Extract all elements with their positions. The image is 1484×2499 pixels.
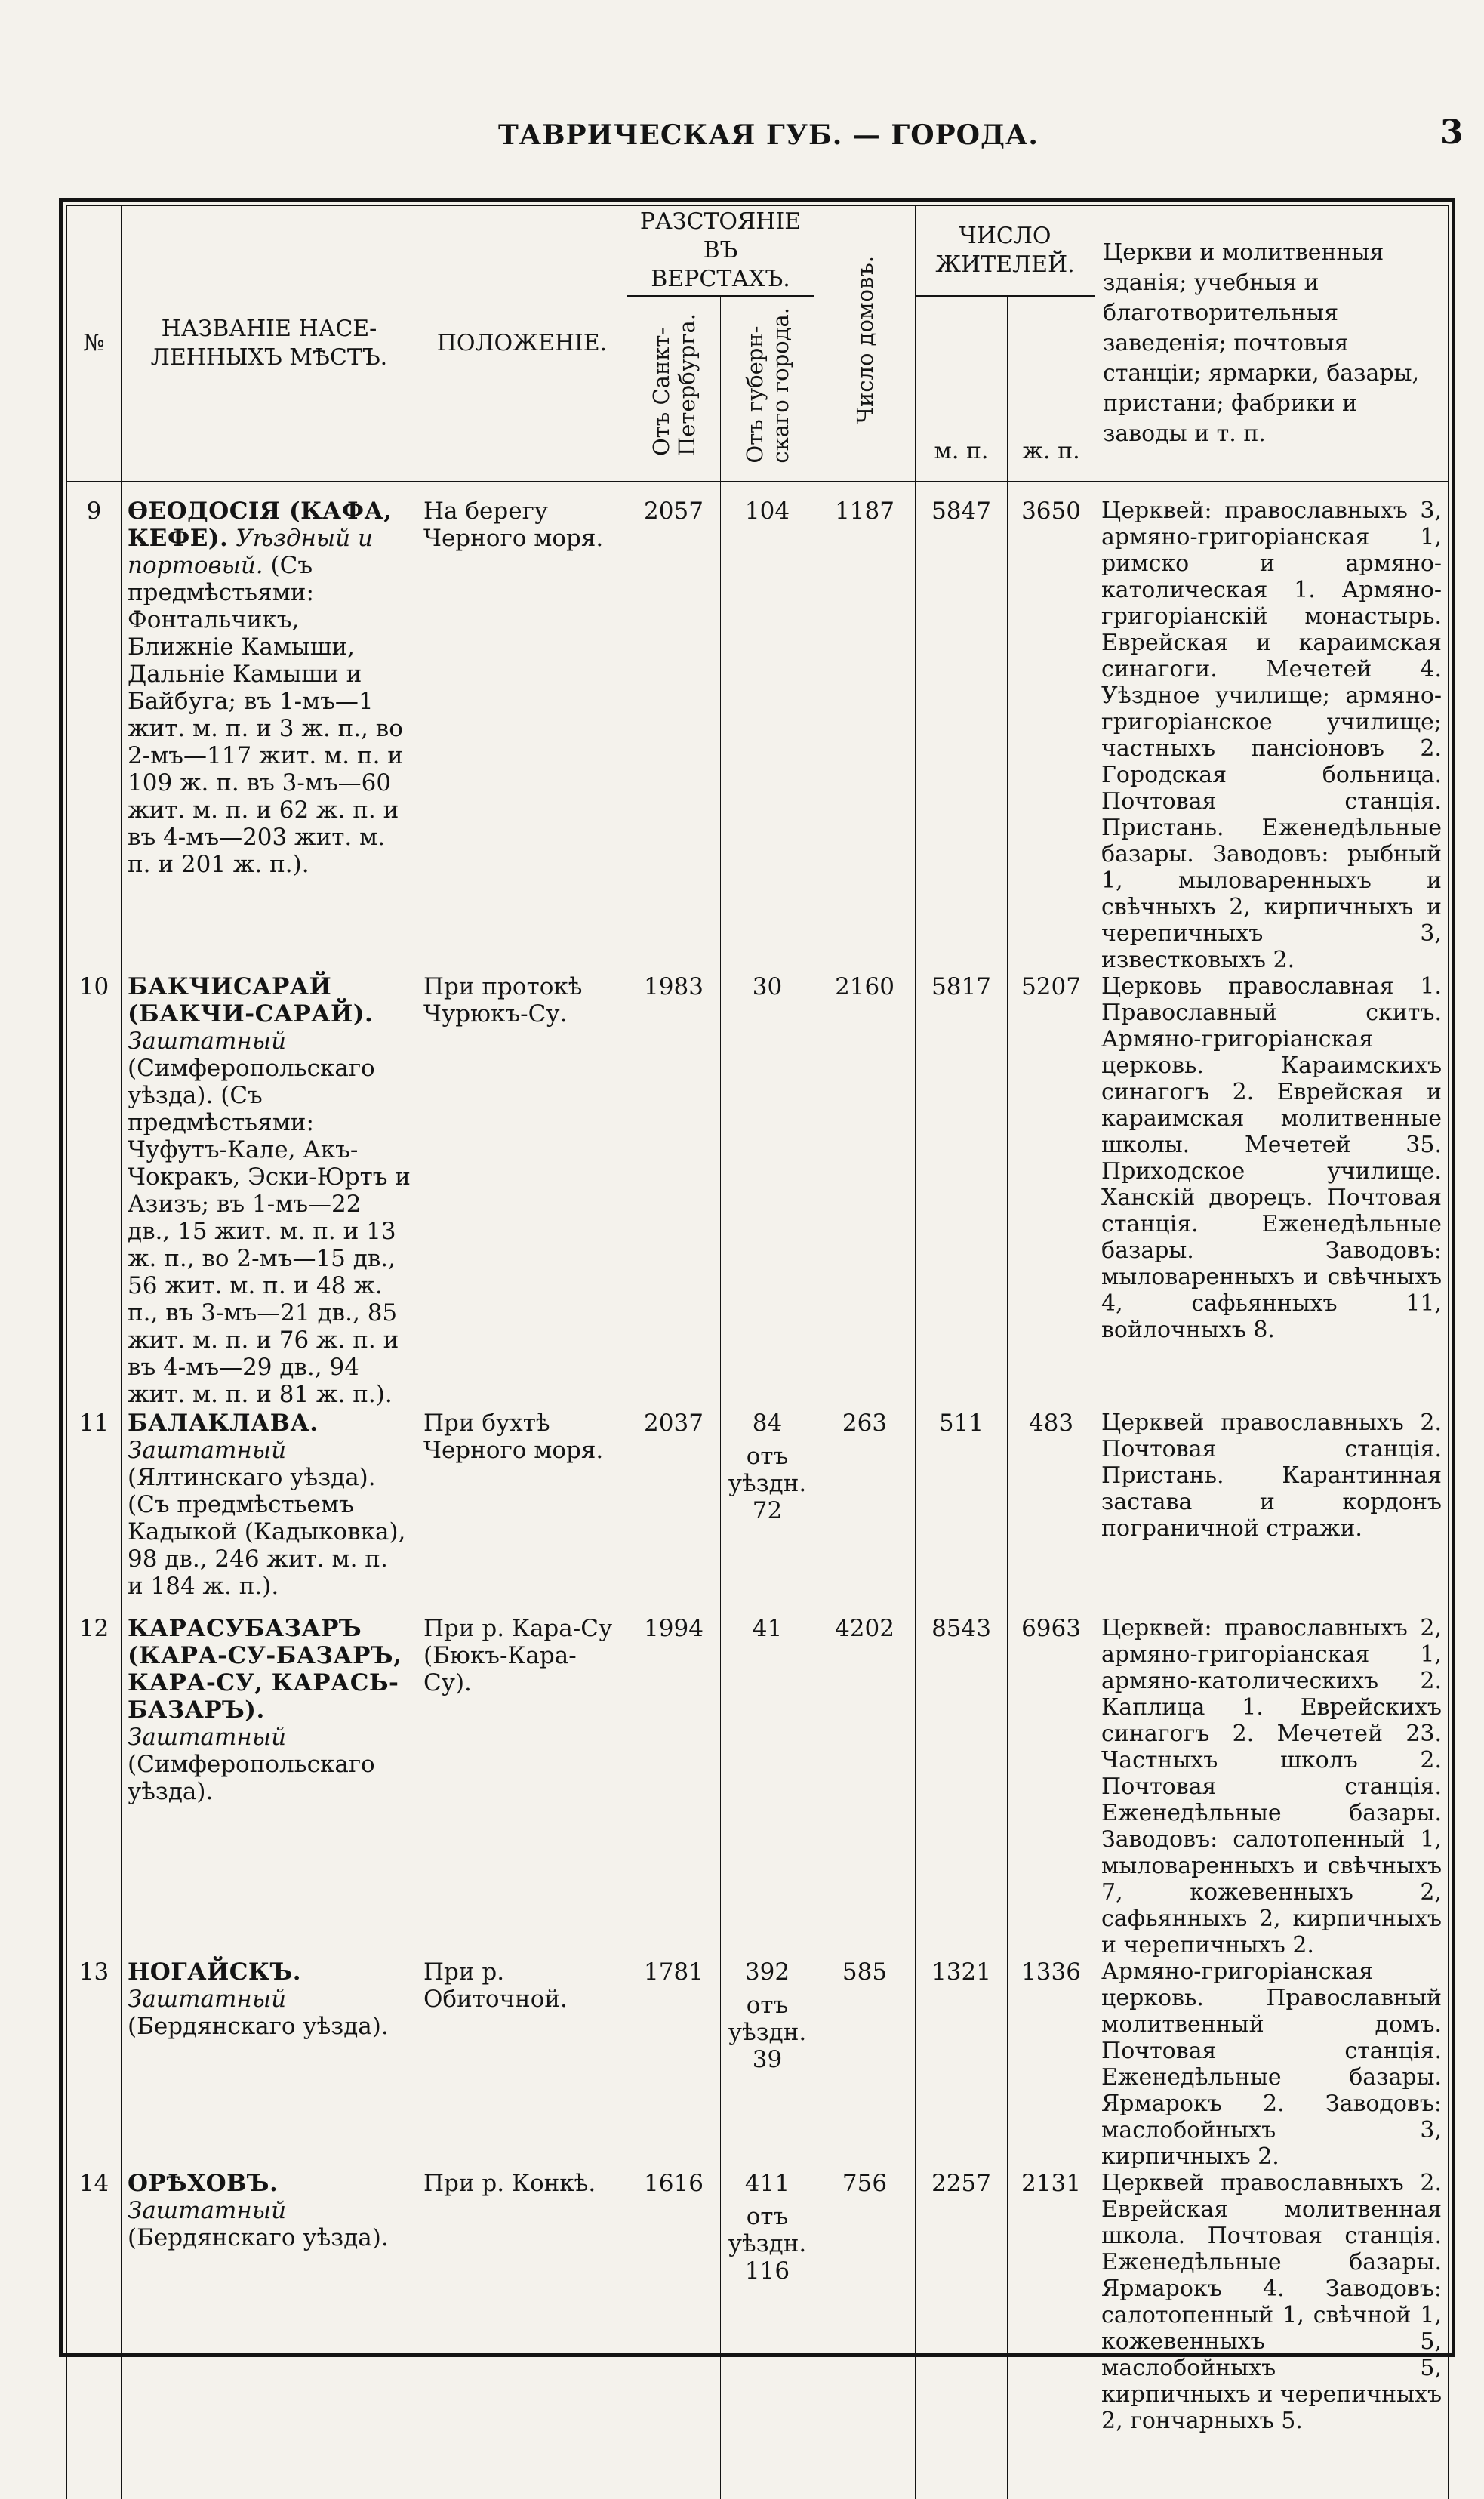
distance-gub-cell (721, 1410, 814, 1615)
settlement-name-cell (122, 498, 417, 973)
distance-gub: 411 (744, 2170, 790, 2197)
settlement-name: ОРѢХОВЪ. (128, 2170, 279, 2197)
row-number: 10 (67, 973, 122, 1410)
position: На берегу Черного моря. (417, 498, 627, 973)
distance-spb: 1983 (627, 973, 721, 1410)
col-header-dist-spb: Отъ Санкт- Петербурга. (627, 296, 721, 482)
male: 5817 (916, 973, 1008, 1410)
position: При протокѣ Чурюкъ-Су. (417, 973, 627, 1410)
table-row (67, 1958, 1449, 2170)
distance-gub-cell (721, 1615, 814, 1958)
gazetteer-table (66, 205, 1449, 2499)
distance-gub: 30 (752, 973, 783, 1000)
distance-uezd-note: отъ уѣздн. 72 (728, 1443, 807, 1524)
male: 8543 (916, 1615, 1008, 1958)
col-header-inhabitants: ЧИСЛО ЖИТЕЛЕЙ. (916, 206, 1095, 297)
row-number: 9 (67, 498, 122, 973)
table-row (67, 973, 1449, 1410)
settlement-name: БАКЧИСАРАЙ (БАКЧИ-САРАЙ). (128, 973, 374, 1028)
female: 1336 (1008, 1958, 1095, 2170)
settlement-name-cell (122, 2170, 417, 2499)
distance-gub: 392 (744, 1958, 790, 1986)
settlement-name-cell (122, 973, 417, 1410)
female: 483 (1008, 1410, 1095, 1615)
col-header-male: м. п. (916, 296, 1008, 482)
houses: 1187 (814, 498, 916, 973)
settlement-status-rest: (Симферопольскаго уѣзда). (128, 1055, 375, 1109)
row-number: 13 (67, 1958, 122, 2170)
houses: 756 (814, 2170, 916, 2499)
col-header-distance: РАЗСТОЯНІЕ ВЪ ВЕРСТАХЪ. (627, 206, 814, 297)
page-number: 3 (1440, 113, 1464, 152)
settlement-name: ѲЕОДОСІЯ (КАФА, КЕФЕ). (128, 498, 393, 552)
female: 6963 (1008, 1615, 1095, 1958)
male: 1321 (916, 1958, 1008, 2170)
description: Церквей: православныхъ 3, армяно-григоріанская 1, римско и армяно-католическая 1. Армяно-григоріанскій монастырь. Еврейская и караимская синагоги. Мечетей 4. Уѣздное училище; армяно-григоріанское училище; частныхъ пансіоновъ 2. Городская больница. Почтовая станція. Пристань. Еженедѣльные базары. Заводовъ: рыбный 1, мыловаренныхъ и свѣчныхъ 2, кирпичныхъ и черепичныхъ 3, известковыхъ 2. (1095, 498, 1449, 973)
col-header-houses: Число домовъ. (814, 206, 916, 482)
position: При р. Обиточной. (417, 1958, 627, 2170)
distance-spb: 1781 (627, 1958, 721, 2170)
settlement-status: Заштатный (128, 1437, 287, 1464)
settlement-status-rest: (Симферопольскаго уѣзда). (128, 1751, 375, 1805)
table-row (67, 1615, 1449, 1958)
row-number: 11 (67, 1410, 122, 1615)
description: Церквей православныхъ 2. Почтовая станція. Пристань. Карантинная застава и кордонъ пограничной стражи. (1095, 1410, 1449, 1615)
settlement-note: (Съ предмѣстьемъ Кадыкой (Кадыковка), 98 дв., 246 жит. м. п. и 184 ж. п.). (128, 1491, 406, 1600)
distance-gub: 84 (752, 1410, 783, 1437)
distance-gub: 104 (744, 498, 790, 525)
description: Армяно-григоріанская церковь. Православный молитвенный домъ. Почтовая станція. Еженедѣльные базары. Ярмарокъ 2. Заводовъ: маслобойныхъ 3, кирпичныхъ 2. (1095, 1958, 1449, 2170)
female: 5207 (1008, 973, 1095, 1410)
settlement-note: (Съ предмѣстьями: Чуфутъ-Кале, Акъ-Чокракъ, Эски-Юртъ и Азизъ; въ 1-мъ—22 дв., 15 жит. м. п. и 13 ж. п., во 2-мъ—15 дв., 56 жит. м. п. и 48 ж. п., въ 3-мъ—21 дв., 85 жит. м. п. и 76 ж. п. и въ 4-мъ—29 дв., 94 жит. м. п. и 81 ж. п.). (128, 1082, 411, 1408)
col-header-dist-gub: Отъ губерн- скаго города. (721, 296, 814, 482)
female: 3650 (1008, 498, 1095, 973)
page-title: ТАВРИЧЕСКАЯ ГУБ. — ГОРОДА. (498, 119, 1039, 151)
settlement-name: НОГАЙСКЪ. (128, 1958, 302, 1986)
distance-spb: 1994 (627, 1615, 721, 1958)
settlement-name: БАЛАКЛАВА. (128, 1410, 319, 1437)
table-row (67, 498, 1449, 973)
settlement-name-cell (122, 1410, 417, 1615)
settlement-status: Заштатный (128, 1028, 287, 1055)
male: 511 (916, 1410, 1008, 1615)
settlement-name-cell (122, 1958, 417, 2170)
houses: 585 (814, 1958, 916, 2170)
position: При р. Конкѣ. (417, 2170, 627, 2499)
description: Церковь православная 1. Православный скитъ. Армяно-григоріанская церковь. Караимскихъ синагогъ 2. Еврейская и караимская молитвенные школы. Мечетей 35. Приходское училище. Ханскій дворецъ. Почтовая станція. Еженедѣльные базары. Заводовъ: мыловаренныхъ и свѣчныхъ 4, сафьянныхъ 11, войлочныхъ 8. (1095, 973, 1449, 1410)
settlement-status: Уѣздный и портовый. (128, 525, 373, 579)
settlement-status: Заштатный (128, 2197, 287, 2224)
distance-uezd-note: отъ уѣздн. 116 (728, 2203, 807, 2285)
position: При бухтѣ Черного моря. (417, 1410, 627, 1615)
distance-gub-cell (721, 2170, 814, 2499)
distance-gub-cell (721, 498, 814, 973)
distance-gub-cell (721, 1958, 814, 2170)
male: 2257 (916, 2170, 1008, 2499)
distance-gub: 41 (752, 1615, 783, 1642)
settlement-name: КАРАСУБАЗАРЪ (КАРА-СУ-БАЗАРЪ, КАРА-СУ, КАРАСЬ-БАЗАРЪ). (128, 1615, 402, 1724)
running-head (0, 113, 1484, 166)
col-header-position: ПОЛОЖЕНІЕ. (417, 206, 627, 482)
houses: 263 (814, 1410, 916, 1615)
distance-spb: 2057 (627, 498, 721, 973)
table-row (67, 2170, 1449, 2499)
col-header-name: НАЗВАНІЕ НАСЕ-ЛЕННЫХЪ МѢСТЪ. (122, 206, 417, 482)
settlement-status: Заштатный (128, 1986, 287, 2013)
distance-uezd-note: отъ уѣздн. 39 (728, 1992, 807, 2073)
houses: 2160 (814, 973, 916, 1410)
settlement-status-rest: (Бердянскаго уѣзда). (128, 2224, 389, 2251)
settlement-status: Заштатный (128, 1724, 287, 1751)
female: 2131 (1008, 2170, 1095, 2499)
distance-spb: 2037 (627, 1410, 721, 1615)
distance-gub-cell (721, 973, 814, 1410)
houses: 4202 (814, 1615, 916, 1958)
col-header-female: ж. п. (1008, 296, 1095, 482)
table-row (67, 1410, 1449, 1615)
description: Церквей: православныхъ 2, армяно-григоріанская 1, армяно-католическихъ 2. Каплица 1. Еврейскихъ синагогъ 2. Мечетей 23. Частныхъ школъ 2. Почтовая станція. Еженедѣльные базары. Заводовъ: салотопенный 1, мыловаренныхъ и свѣчныхъ 7, кожевенныхъ 2, сафьянныхъ 2, кирпичныхъ и черепичныхъ 2. (1095, 1615, 1449, 1958)
settlement-name-cell (122, 1615, 417, 1958)
settlement-status-rest: (Бердянскаго уѣзда). (128, 2013, 389, 2040)
settlement-note: (Съ предмѣстьями: Фонтальчикъ, Ближніе Камыши, Дальніе Камыши и Байбуга; въ 1-мъ—1 жит. м. п. и 3 ж. п., во 2-мъ—117 жит. м. п. и 109 ж. п. въ 3-мъ—60 жит. м. п. и 62 ж. п. и въ 4-мъ—203 жит. м. п. и 201 ж. п.). (128, 552, 403, 878)
row-number: 12 (67, 1615, 122, 1958)
row-number: 14 (67, 2170, 122, 2499)
male: 5847 (916, 498, 1008, 973)
distance-spb: 1616 (627, 2170, 721, 2499)
settlement-status-rest: (Ялтинскаго уѣзда). (128, 1464, 376, 1491)
description: Церквей православныхъ 2. Еврейская молитвенная школа. Почтовая станція. Еженедѣльные базары. Ярмарокъ 4. Заводовъ: салотопенный 1, свѣчной 1, кожевенныхъ 5, маслобойныхъ 5, кирпичныхъ и черепичныхъ 2, гончарныхъ 5. (1095, 2170, 1449, 2499)
col-header-description: Церкви и молитвенныя зданія; учебныя и благотворительныя заведенія; почтовыя станціи; ярмарки, базары, пристани; фабрики и заводы и т. п. (1095, 206, 1449, 482)
col-header-no: № (67, 206, 122, 482)
position: При р. Кара-Су (Бюкъ-Кара-Су). (417, 1615, 627, 1958)
